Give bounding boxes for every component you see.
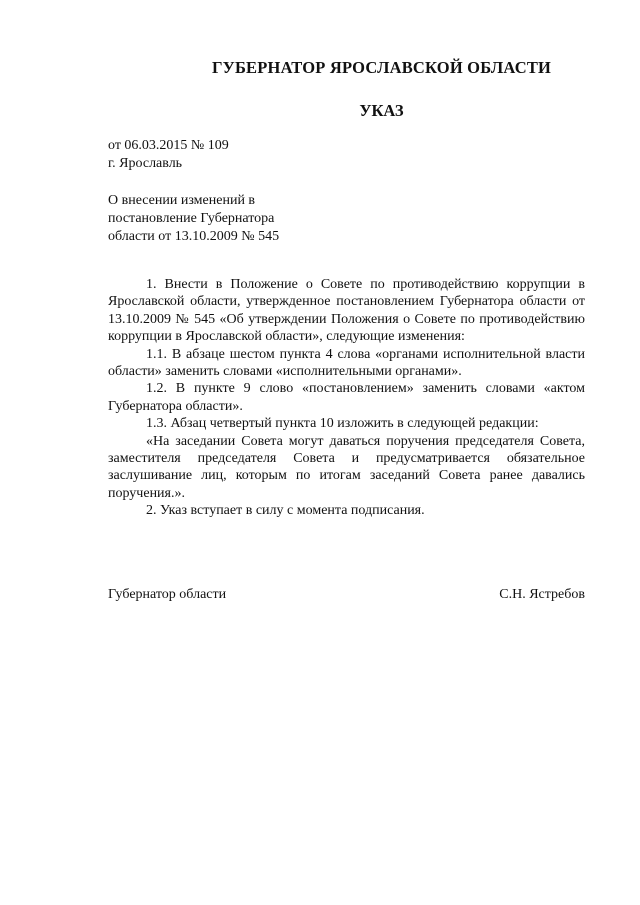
signatory-name: С.Н. Ястребов	[499, 587, 585, 602]
document-subject	[108, 192, 279, 246]
city: г. Ярославль	[108, 156, 183, 171]
paragraph-2: 2. Указ вступает в силу с момента подписания.	[146, 503, 425, 519]
signatory-position: Губернатор области	[108, 587, 227, 602]
date-number: от 06.03.2015 № 109	[108, 138, 229, 153]
paragraph-1-2: 1.2. В пункте 9 слово «постановлением» заменить словами «актом Губернатора области».	[108, 381, 585, 414]
paragraph-quote: «На заседании Совета могут даваться поручения председателя Совета, заместителя председателя Совета и предусматривается обязательное заслушивание лиц, которым по итогам заседаний Совета ранее давались поручения.».	[108, 433, 585, 501]
paragraph-1: 1. Внести в Положение о Совете по противодействию коррупции в Ярославской области, утвержденное постановлением Губернатора области от 13.10.2009 № 545 «Об утверждении Положения о Совете по противодействию коррупции в Ярославской области», следующие изменения:	[108, 277, 585, 345]
document-issuer: ГУБЕРНАТОР ЯРОСЛАВСКОЙ ОБЛАСТИ	[211, 58, 552, 77]
subject-line-1: О внесении изменений в	[108, 193, 256, 208]
document-body	[108, 276, 585, 520]
paragraph-1-3: 1.3. Абзац четвертый пункта 10 изложить в следующей редакции:	[146, 416, 539, 432]
subject-line-3: области от 13.10.2009 № 545	[108, 229, 280, 244]
paragraph-1-1: 1.1. В абзаце шестом пункта 4 слова «органами исполнительной власти области» заменить словами «исполнительными органами».	[108, 346, 585, 380]
document-type: УКАЗ	[359, 101, 404, 120]
subject-line-2: постановление Губернатора	[108, 211, 275, 226]
document-meta	[108, 137, 229, 173]
